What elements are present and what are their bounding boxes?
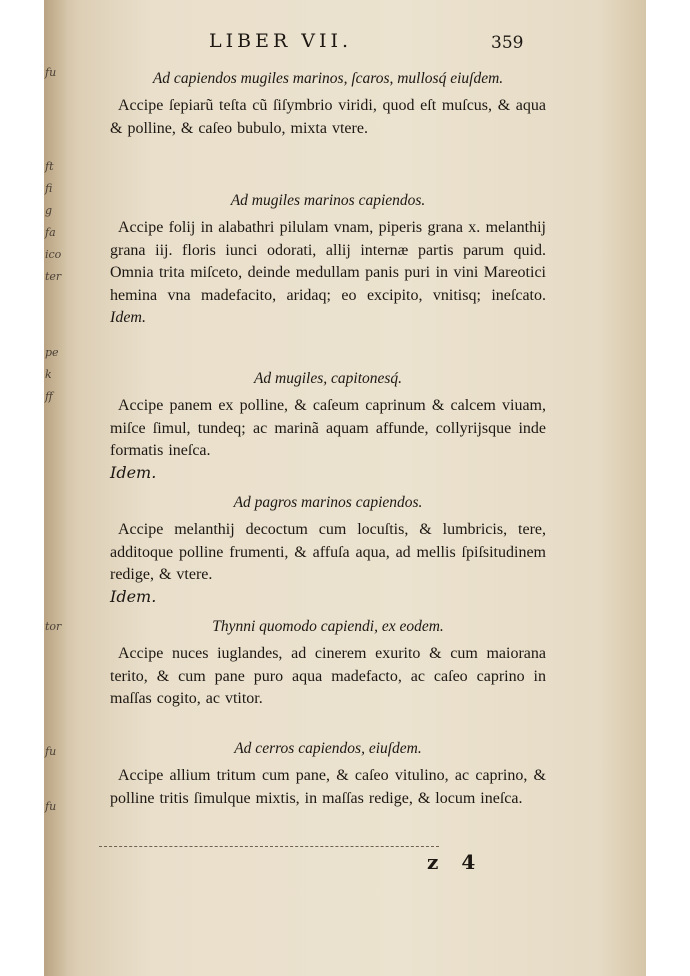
gutter-fragment: fa: [45, 226, 56, 239]
section-body: Accipe nuces iuglandes, ad cinerem exurito & cum maiorana terito, & cum pane puro aqua madefacto, ac caſeo caprino in maſſas cogito, ac vtitor.: [110, 645, 546, 707]
gutter-fragment: fu: [45, 800, 57, 813]
gutter-fragment: ff: [45, 390, 53, 403]
author-attribution: Idem.: [110, 586, 157, 606]
section-1: [110, 68, 546, 140]
gutter-fragment: fu: [45, 66, 57, 79]
gutter-fragment: pe: [45, 346, 59, 359]
gutter-fragment: k: [45, 368, 52, 381]
gutter-fragment: tor: [45, 620, 62, 633]
section-heading: Thynni quomodo capiendi, ex eodem.: [212, 618, 444, 635]
section-3: [110, 368, 546, 483]
gutter-fragment: fi: [45, 182, 53, 195]
page-number: 359: [491, 33, 524, 53]
book-page: [44, 0, 646, 976]
section-2: [110, 190, 546, 330]
section-body: Accipe ſepiarũ teſta cũ ſiſymbrio viridi, quod eſt muſcus, & aqua & polline, & caſeo bubulo, mixta vtere.: [110, 97, 546, 137]
section-heading: Ad mugiles, capitonesq́.: [253, 370, 403, 387]
section-heading: Ad cerros capiendos, eiuſdem.: [234, 740, 422, 757]
gutter: [44, 0, 66, 976]
gutter-fragment: fu: [45, 745, 57, 758]
gutter-fragment: g: [45, 204, 53, 217]
footer-rule: [99, 846, 439, 847]
section-5: [110, 616, 546, 711]
author-attribution: Idem.: [110, 309, 146, 326]
gutter-fragment: ter: [45, 270, 62, 283]
gutter-fragment: ico: [45, 248, 62, 261]
section-4: [110, 492, 546, 607]
section-heading: Ad pagros marinos capiendos.: [233, 494, 423, 511]
section-text: Accipe folij in alabathri pilulam vnam, piperis grana x. melanthij grana iij. floris iunci odorati, allij internæ partis parum quid. Omnia trita miſceto, deinde medullam panis puri in vini Mareotici hemina vna madefacito, aridaq; eo excipito, vnitisq; ineſcato.: [110, 219, 546, 304]
section-heading: Ad mugiles marinos capiendos.: [230, 192, 426, 209]
signature-mark: z 4: [427, 850, 484, 874]
gutter-fragment: ft: [45, 160, 54, 173]
running-head: LIBER VII.: [209, 30, 353, 52]
section-body: Accipe melanthij decoctum cum locuſtis, & lumbricis, tere, additoque polline frumenti, & affuſa aqua, ad mellis ſpiſsitudinem redige, & vtere.: [110, 521, 546, 583]
section-body: [110, 217, 546, 330]
section-body: Accipe allium tritum cum pane, & caſeo vitulino, ac caprino, & polline tritis ſimulque mixtis, in maſſas redige, & locum ineſca.: [110, 767, 546, 807]
section-6: [110, 738, 546, 810]
section-body: Accipe panem ex polline, & caſeum caprinum & calcem viuam, miſce ſimul, tundeq; ac marinã aquam affunde, collyrijsque inde formatis ineſca.: [110, 397, 546, 459]
author-attribution: Idem.: [110, 462, 157, 482]
section-heading: Ad capiendos mugiles marinos, ſcaros, mullosq́ eiuſdem.: [152, 70, 504, 87]
